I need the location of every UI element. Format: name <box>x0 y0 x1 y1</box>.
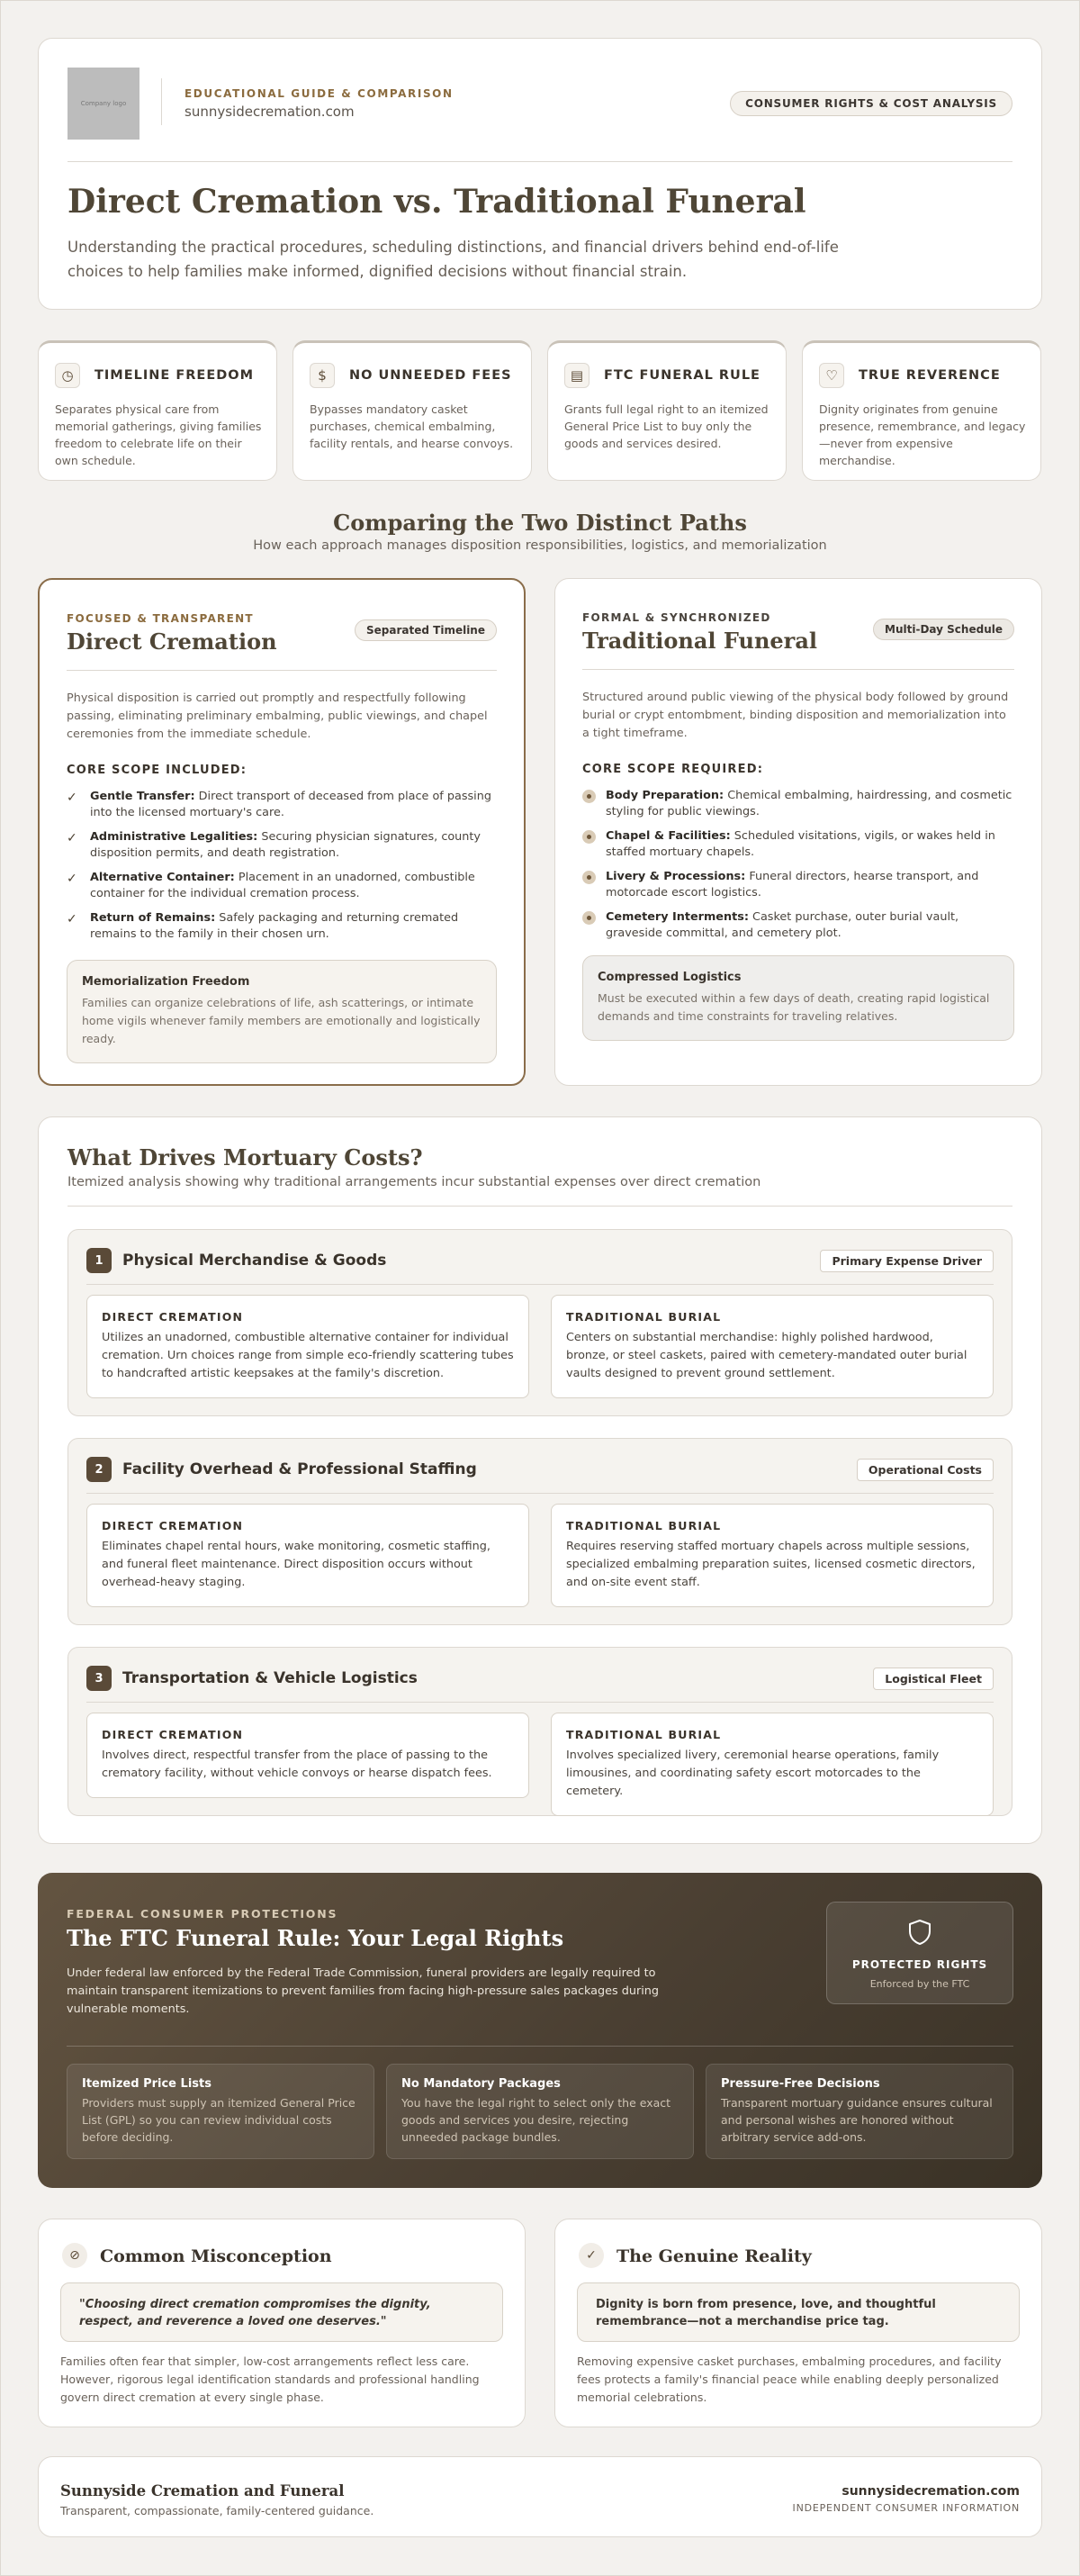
ftc-desc: Under federal law enforced by the Federal Trade Commission, funeral providers are legally required to maintain transparent itemizations to prevent families from facing high-pressure sales packages during vulnerable moments. <box>67 1966 660 2016</box>
cost-trad-desc: Centers on substantial merchandise: highly polished hardwood, bronze, or steel caskets, paired with cemetery-mandated outer burial vaults designed to prevent ground settlement. <box>566 1331 968 1380</box>
footer-site-link[interactable]: sunnysidecremation.com <box>842 2484 1020 2499</box>
reality-quote: Dignity is born from presence, love, and thoughtful remembrance—not a merchandise price tag. <box>577 2282 1020 2342</box>
misconception-desc: Families often fear that simpler, low-cost arrangements reflect less care. However, rigorous legal identification standards and professional handling govern direct cremation at every single phase. <box>60 2355 480 2404</box>
misconception-quote: "Choosing direct cremation compromises the dignity, respect, and reverence a loved one deserves." <box>60 2282 503 2342</box>
item-text: Funeral directors, hearse transport, and motorcade escort logistics. <box>606 870 979 899</box>
item-text: Chemical embalming, hairdressing, and cosmetic styling for public viewings. <box>606 789 1012 818</box>
list-item <box>582 909 1014 942</box>
note-desc: Families can organize celebrations of life, ash scatterings, or intimate home vigils whenever family members are emotionally and logistically ready. <box>82 996 481 1045</box>
memorialization-note <box>67 960 497 1063</box>
item-text: Safely packaging and returning cremated remains to the family in their chosen urn. <box>90 911 459 941</box>
traditional-schedule-badge: Multi-Day Schedule <box>873 619 1014 640</box>
ftc-title: The FTC Funeral Rule: Your Legal Rights <box>67 1925 564 1951</box>
cost-trad-box <box>551 1504 994 1607</box>
note-title: Compressed Logistics <box>598 971 742 984</box>
scope-label: CORE SCOPE INCLUDED: <box>67 764 248 777</box>
prohibited-icon: ⊘ <box>62 2243 87 2268</box>
dollar-icon: $ <box>310 363 335 388</box>
check-icon: ✓ <box>67 912 77 926</box>
bullet-dot-icon <box>582 790 596 803</box>
divider <box>86 1702 994 1703</box>
item-text: Placement in an unadorned, combustible container for the individual cremation process. <box>90 871 475 900</box>
reality-card <box>554 2219 1042 2427</box>
item-term: Body Preparation: <box>606 789 724 802</box>
traditional-desc: Structured around public viewing of the physical body followed by ground burial or crypt entombment, binding disposition and memorialization into a tight timeframe. <box>582 691 1009 740</box>
right-title: No Mandatory Packages <box>401 2077 561 2091</box>
feature-card-timeline <box>38 340 277 481</box>
cost-number: 1 <box>86 1248 112 1273</box>
hero-divider-line <box>68 161 1012 162</box>
cost-trad-label: TRADITIONAL BURIAL <box>566 1310 722 1324</box>
misconception-title: Common Misconception <box>100 2246 332 2266</box>
feature-desc: Grants full legal right to an itemized General Price List to buy only the goods and services desired. <box>564 402 769 450</box>
divider <box>582 669 1014 670</box>
cost-title: Facility Overhead & Professional Staffing <box>122 1460 477 1478</box>
divider <box>67 670 497 671</box>
footer <box>38 2456 1042 2537</box>
scope-label: CORE SCOPE REQUIRED: <box>582 763 764 776</box>
bullet-dot-icon <box>582 911 596 925</box>
check-icon: ✓ <box>579 2243 604 2268</box>
direct-cremation-card <box>38 578 526 1086</box>
right-pressure-free-decisions <box>706 2064 1013 2159</box>
item-text: Direct transport of deceased from place of passing into the licensed mortuary's care. <box>90 790 491 819</box>
cost-direct-desc: Involves direct, respectful transfer from the place of passing to the crematory facility, without vehicle convoys or hearse dispatch fees. <box>102 1749 492 1780</box>
comparison-title: Comparing the Two Distinct Paths <box>333 510 747 536</box>
reality-desc: Removing expensive casket purchases, embalming procedures, and facility fees protects a family's financial peace while enabling deeply personalized memorial celebrations. <box>577 2355 1002 2404</box>
right-desc: Transparent mortuary guidance ensures cultural and personal wishes are honored without arbitrary service add-ons. <box>721 2096 993 2144</box>
feature-title: FTC FUNERAL RULE <box>604 368 760 383</box>
ftc-kicker: FEDERAL CONSUMER PROTECTIONS <box>67 1907 338 1921</box>
cost-direct-box <box>86 1713 529 1798</box>
check-icon: ✓ <box>67 831 77 845</box>
cost-title: Physical Merchandise & Goods <box>122 1252 387 1270</box>
bullet-dot-icon <box>582 871 596 884</box>
item-term: Administrative Legalities: <box>90 830 258 844</box>
heart-icon: ♡ <box>819 363 844 388</box>
ftc-rights-section <box>38 1873 1042 2188</box>
divider <box>86 1493 994 1494</box>
direct-kicker: FOCUSED & TRANSPARENT <box>67 612 254 625</box>
page-subtitle: Understanding the practical procedures, scheduling distinctions, and financial drivers behind end-of-life choices to help families make informed, dignified decisions without financial strain. <box>68 239 839 280</box>
cost-trad-box <box>551 1295 994 1398</box>
cost-number: 3 <box>86 1666 112 1691</box>
cost-direct-label: DIRECT CREMATION <box>102 1519 244 1532</box>
badge-title: PROTECTED RIGHTS <box>851 1958 988 1971</box>
right-title: Pressure-Free Decisions <box>721 2077 880 2091</box>
right-desc: Providers must supply an itemized General Price List (GPL) so you can review individual costs before deciding. <box>82 2096 356 2144</box>
cost-direct-desc: Utilizes an unadorned, combustible alternative container for individual cremation. Urn choices range from simple eco-friendly scattering tubes to handcrafted artistic keepsakes at the family's discretion. <box>102 1331 514 1380</box>
footer-note: INDEPENDENT CONSUMER INFORMATION <box>792 2502 1020 2514</box>
feature-title: TRUE REVERENCE <box>859 368 1001 383</box>
feature-card-ftc <box>547 340 787 481</box>
feature-desc: Bypasses mandatory casket purchases, chemical embalming, facility rentals, and hearse convoys. <box>310 402 514 450</box>
reality-title: The Genuine Reality <box>616 2246 812 2266</box>
traditional-kicker: FORMAL & SYNCHRONIZED <box>582 611 771 624</box>
hero-eyebrow: EDUCATIONAL GUIDE & COMPARISON <box>184 87 454 100</box>
cost-direct-box <box>86 1295 529 1398</box>
cost-direct-box <box>86 1504 529 1607</box>
item-text: Scheduled visitations, vigils, or wakes held in staffed mortuary chapels. <box>606 829 995 859</box>
divider <box>68 1206 1012 1207</box>
cost-trad-desc: Involves specialized livery, ceremonial hearse operations, family limousines, and coordinating safety escort motorcades to the cemetery. <box>566 1749 940 1798</box>
cost-trad-label: TRADITIONAL BURIAL <box>566 1519 722 1532</box>
misconception-card <box>38 2219 526 2427</box>
feature-desc: Dignity originates from genuine presence, remembrance, and legacy—never from expensive merchandise. <box>819 402 1026 467</box>
cost-tag: Logistical Fleet <box>873 1668 994 1690</box>
traditional-funeral-card <box>554 578 1042 1086</box>
costs-section <box>38 1116 1042 1844</box>
right-itemized-price-lists <box>67 2064 374 2159</box>
hero-site-link[interactable]: sunnysidecremation.com <box>184 104 355 120</box>
note-title: Memorialization Freedom <box>82 975 250 989</box>
cost-direct-label: DIRECT CREMATION <box>102 1728 244 1741</box>
cost-title: Transportation & Vehicle Logistics <box>122 1669 418 1687</box>
traditional-scope-list <box>582 788 1014 950</box>
item-term: Cemetery Interments: <box>606 910 749 924</box>
list-item <box>67 829 497 862</box>
check-icon: ✓ <box>67 791 77 805</box>
right-title: Itemized Price Lists <box>82 2077 212 2091</box>
document-icon: ▤ <box>564 363 590 388</box>
note-desc: Must be executed within a few days of death, creating rapid logistical demands and time constraints for traveling relatives. <box>598 991 990 1023</box>
feature-card-reverence <box>802 340 1041 481</box>
cost-direct-desc: Eliminates chapel rental hours, wake monitoring, cosmetic staffing, and funeral fleet maintenance. Direct disposition occurs without overhead-heavy staging. <box>102 1540 490 1589</box>
item-term: Gentle Transfer: <box>90 790 195 803</box>
hero-card <box>38 38 1042 310</box>
feature-title: TIMELINE FREEDOM <box>94 368 255 383</box>
hero-divider <box>161 78 162 125</box>
page-title: Direct Cremation vs. Traditional Funeral <box>68 183 806 221</box>
divider <box>67 2046 1013 2047</box>
cost-direct-label: DIRECT CREMATION <box>102 1310 244 1324</box>
item-text: Casket purchase, outer burial vault, graveside committal, and cemetery plot. <box>606 910 959 940</box>
list-item <box>67 789 497 821</box>
feature-card-fees <box>292 340 532 481</box>
traditional-title: Traditional Funeral <box>582 628 817 654</box>
footer-tagline: Transparent, compassionate, family-centered guidance. <box>60 2504 374 2517</box>
footer-brand: Sunnyside Cremation and Funeral <box>60 2482 345 2499</box>
cost-trad-box <box>551 1713 994 1816</box>
right-no-mandatory-packages <box>386 2064 694 2159</box>
item-term: Return of Remains: <box>90 911 216 925</box>
feature-desc: Separates physical care from memorial gatherings, giving families freedom to celebrate life on their own schedule. <box>55 402 262 467</box>
item-term: Livery & Processions: <box>606 870 746 883</box>
cost-item-transportation <box>68 1647 1012 1816</box>
item-term: Chapel & Facilities: <box>606 829 731 843</box>
comparison-subtitle: How each approach manages disposition responsibilities, logistics, and memorialization <box>253 538 827 553</box>
item-term: Alternative Container: <box>90 871 235 884</box>
cost-trad-desc: Requires reserving staffed mortuary chapels across multiple sessions, specialized embalming preparation suites, licensed cosmetic directors, and on-site event staff. <box>566 1540 976 1589</box>
feature-title: NO UNNEEDED FEES <box>349 368 512 383</box>
shield-icon <box>907 1919 932 1946</box>
list-item <box>582 828 1014 861</box>
cost-tag: Primary Expense Driver <box>820 1250 994 1272</box>
costs-subtitle: Itemized analysis showing why traditional arrangements incur substantial expenses over direct cremation <box>68 1175 761 1189</box>
item-text: Securing physician signatures, county disposition permits, and death registration. <box>90 830 481 860</box>
direct-scope-list <box>67 789 497 951</box>
bullet-dot-icon <box>582 830 596 844</box>
costs-title: What Drives Mortuary Costs? <box>68 1144 423 1170</box>
badge-sub: Enforced by the FTC <box>869 1978 970 1990</box>
list-item <box>582 869 1014 901</box>
direct-desc: Physical disposition is carried out promptly and respectfully following passing, eliminating preliminary embalming, public viewings, and chapel ceremonies from the immediate schedule. <box>67 691 488 741</box>
right-desc: You have the legal right to select only the exact goods and services you desire, rejecting unneeded package bundles. <box>401 2096 671 2144</box>
company-logo[interactable]: Company logo <box>68 68 140 140</box>
compressed-logistics-note <box>582 955 1014 1041</box>
list-item <box>67 870 497 902</box>
divider <box>86 1284 994 1285</box>
clock-icon: ◷ <box>55 363 80 388</box>
cost-tag: Operational Costs <box>857 1459 994 1481</box>
cost-trad-label: TRADITIONAL BURIAL <box>566 1728 722 1741</box>
consumer-rights-badge: CONSUMER RIGHTS & COST ANALYSIS <box>730 91 1012 116</box>
cost-item-merchandise <box>68 1229 1012 1416</box>
list-item <box>582 788 1014 820</box>
direct-timeline-badge: Separated Timeline <box>355 619 497 641</box>
check-icon: ✓ <box>67 872 77 886</box>
direct-title: Direct Cremation <box>67 628 277 655</box>
cost-number: 2 <box>86 1457 112 1482</box>
list-item <box>67 910 497 943</box>
cost-item-facility <box>68 1438 1012 1625</box>
protected-rights-badge <box>826 1902 1013 2004</box>
